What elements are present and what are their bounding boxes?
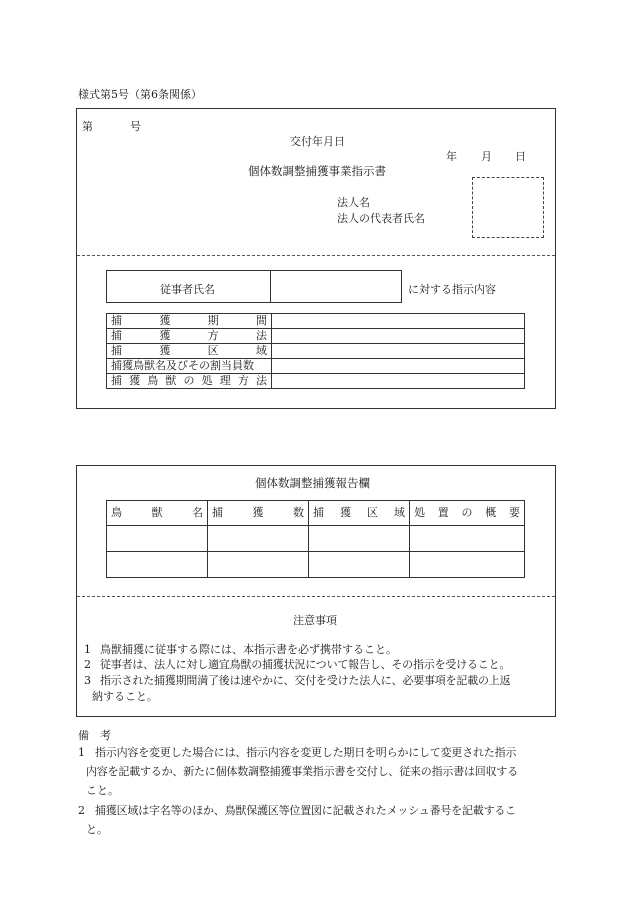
char: 間 <box>255 314 267 327</box>
row-value-area[interactable] <box>272 344 525 359</box>
char: 鳥 <box>111 506 122 519</box>
char: 処 <box>414 506 425 519</box>
char: 概 <box>485 506 497 519</box>
char: 獲 <box>159 329 171 342</box>
report-cell[interactable] <box>410 526 525 552</box>
char: の <box>461 506 473 519</box>
note-number: 1 <box>84 643 91 656</box>
table-row <box>107 359 525 374</box>
char: 捕 <box>212 506 223 519</box>
char: 獲 <box>159 314 171 327</box>
char: 法 <box>256 374 267 387</box>
date-day: 日 <box>515 150 526 163</box>
table-row <box>107 314 525 329</box>
char: 捕 <box>111 329 122 342</box>
report-cell[interactable] <box>107 552 208 578</box>
char: 期 <box>207 314 219 327</box>
corporation-label: 法人名 <box>337 196 370 209</box>
char: 獲 <box>252 506 264 519</box>
char: 獲 <box>340 506 351 519</box>
number-prefix: 第 <box>82 120 93 133</box>
char: 域 <box>394 506 405 519</box>
note-number: 3 <box>84 674 91 687</box>
char: 要 <box>509 506 520 519</box>
column-header-area <box>309 501 410 526</box>
char: 名 <box>192 506 203 519</box>
row-value-species[interactable] <box>272 359 525 374</box>
seal-box <box>472 177 544 238</box>
section-divider <box>77 255 555 256</box>
char: 処 <box>201 374 213 387</box>
document-title: 個体数調整捕獲事業指示書 <box>248 164 386 178</box>
instruction-table <box>106 313 525 389</box>
char: 鳥 <box>147 374 159 387</box>
char: 獲 <box>159 344 171 357</box>
row-value-disposal[interactable] <box>272 374 525 389</box>
char: 獲 <box>129 374 141 387</box>
column-header-disposal <box>410 501 525 526</box>
report-divider <box>77 596 555 597</box>
char: 法 <box>255 329 267 342</box>
char: 域 <box>255 344 267 357</box>
char: 数 <box>293 506 304 519</box>
report-cell[interactable] <box>309 552 410 578</box>
row-label-disposal <box>107 374 272 389</box>
remark-text: 指示内容を変更した場合には、指示内容を変更した期日を明らかにして変更された指示 <box>95 746 517 759</box>
notes-title: 注意事項 <box>293 614 337 627</box>
remark-text: 内容を記載するか、新たに個体数調整捕獲事業指示書を交付し、従来の指示書は回収する <box>86 765 518 778</box>
remark-number: 1 <box>78 746 85 759</box>
note-text: 指示された捕獲期間満了後は速やかに、交付を受けた法人に、必要事項を記載の上返 <box>100 674 511 687</box>
column-header-count <box>208 501 309 526</box>
char: 置 <box>437 506 449 519</box>
row-label-species: 捕獲鳥獣名及びその割当員数 <box>107 359 272 374</box>
report-cell[interactable] <box>208 552 309 578</box>
row-label-period <box>107 314 272 329</box>
remarks-title: 備 考 <box>78 729 111 742</box>
table-row <box>107 344 525 359</box>
date-year: 年 <box>446 150 457 163</box>
row-value-method[interactable] <box>272 329 525 344</box>
worker-name-field[interactable] <box>270 270 402 303</box>
char: 捕 <box>111 314 122 327</box>
table-row <box>107 329 525 344</box>
table-row <box>107 374 525 389</box>
report-table <box>106 500 525 578</box>
report-row <box>107 552 525 578</box>
remark-text: こと。 <box>86 784 119 797</box>
char: 捕 <box>111 344 122 357</box>
char: 捕 <box>313 506 324 519</box>
note-text: 納すること。 <box>92 690 158 703</box>
worker-name-label: 従事者氏名 <box>160 283 215 296</box>
report-header-row <box>107 501 525 526</box>
char: 獣 <box>165 374 177 387</box>
char: 理 <box>219 374 231 387</box>
remark-number: 2 <box>78 804 85 817</box>
char: 区 <box>207 344 219 357</box>
report-title: 個体数調整捕獲報告欄 <box>255 476 370 490</box>
date-month: 月 <box>481 150 492 163</box>
report-cell[interactable] <box>309 526 410 552</box>
representative-label: 法人の代表者氏名 <box>337 212 425 225</box>
report-cell[interactable] <box>208 526 309 552</box>
row-label-area <box>107 344 272 359</box>
note-text: 鳥獣捕獲に従事する際には、本指示書を必ず携帯すること。 <box>100 643 397 656</box>
char: 方 <box>237 374 249 387</box>
note-number: 2 <box>84 658 91 671</box>
row-value-period[interactable] <box>272 314 525 329</box>
char: 区 <box>367 506 378 519</box>
instruction-suffix: に対する指示内容 <box>408 283 496 296</box>
char: 獣 <box>151 506 163 519</box>
report-row <box>107 526 525 552</box>
report-cell[interactable] <box>410 552 525 578</box>
note-text: 従事者は、法人に対し適宜鳥獣の捕獲状況について報告し、その指示を受けること。 <box>100 658 511 671</box>
number-suffix: 号 <box>130 120 141 133</box>
char: の <box>183 374 195 387</box>
remark-text: と。 <box>86 823 108 836</box>
report-cell[interactable] <box>107 526 208 552</box>
form-label: 様式第5号（第6条関係） <box>78 88 202 101</box>
row-label-method <box>107 329 272 344</box>
column-header-species <box>107 501 208 526</box>
char: 捕 <box>111 374 122 387</box>
char: 方 <box>207 329 219 342</box>
issue-date-label: 交付年月日 <box>290 135 345 148</box>
remark-text: 捕獲区域は字名等のほか、鳥獣保護区等位置図に記載されたメッシュ番号を記載するこ <box>95 804 516 817</box>
